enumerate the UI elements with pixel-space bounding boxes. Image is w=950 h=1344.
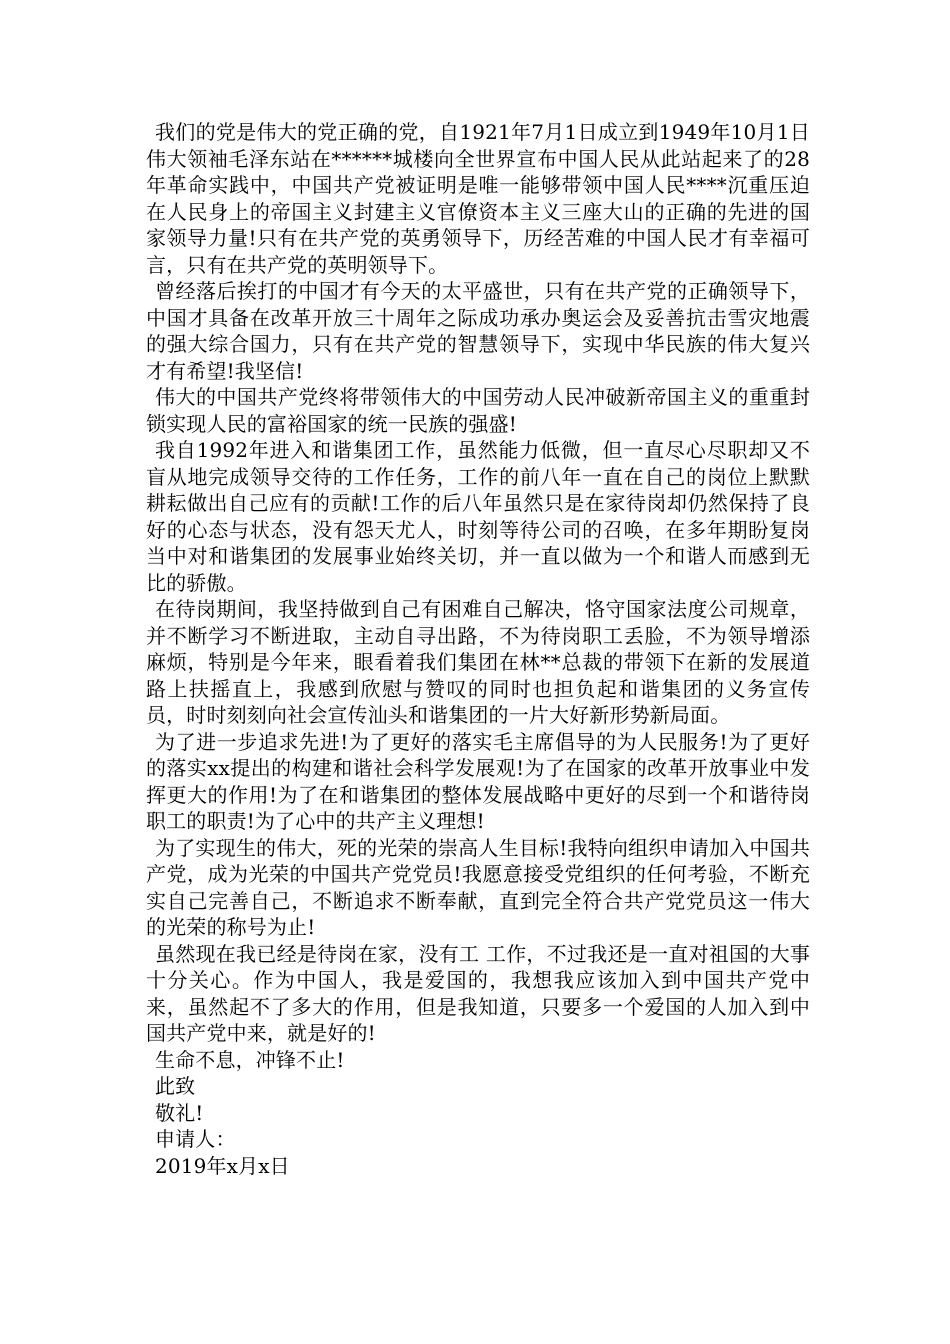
- paragraph-goals: 为了进一步追求先进!为了更好的落实毛主席倡导的为人民服务!为了更好的落实xx提出的构建和谐社会科学发展观!为了在国家的改革开放事业中发挥更大的作用!为了在和谐集团的整体发展战略中更好的尽到一个和谐待岗职工的职责!为了心中的共产主义理想!: [146, 729, 810, 833]
- paragraph-belief: 伟大的中国共产党终将带领伟大的中国劳动人民冲破新帝国主义的重重封锁实现人民的富裕国家的统一民族的强盛!: [146, 385, 810, 436]
- paragraph-waiting-period: 在待岗期间，我坚持做到自己有困难自己解决，恪守国家法度公司规章，并不断学习不断进取，主动自寻出路，不为待岗职工丢脸，不为领导增添麻烦，特别是今年来，眼看着我们集团在林**总裁的带领下在新的发展道路上扶摇直上，我感到欣慰与赞叹的同时也担负起和谐集团的义务宣传员，时时刻刻向社会宣传汕头和谐集团的一片大好新形势新局面。: [146, 597, 810, 727]
- closing-motto: 生命不息，冲锋不止!: [155, 1047, 345, 1072]
- salutation-line-1: 此致: [155, 1074, 196, 1098]
- paragraph-party-history: 我们的党是伟大的党正确的党，自1921年7月1日成立到1949年10月1日伟大领袖毛泽东站在******城楼向全世界宣布中国人民从此站起来了的28年革命实践中，中国共产党被证明是唯一能够带领中国人民****沉重压迫在人民身上的帝国主义封建主义官僚资本主义三座大山的正确的先进的国家领导力量!只有在共产党的英勇领导下，历经苦难的中国人民才有幸福可言，只有在共产党的英明领导下。: [146, 120, 810, 277]
- paragraph-patriotism: 虽然现在我已经是待岗在家，没有工 工作，不过我还是一直对祖国的大事十分关心。作为中国人，我是爱国的，我想我应该加入到中国共产党中来，虽然起不了多大的作用，但是我知道，只要多一个爱国的人加入到中国共产党中来，就是好的!: [146, 941, 810, 1045]
- paragraph-application: 为了实现生的伟大，死的光荣的崇高人生目标!我特向组织申请加入中国共产党，成为光荣的中国共产党党员!我愿意接受党组织的任何考验，不断充实自己完善自己，不断追求不断奉献，直到完全符合共产党党员这一伟大的光荣的称号为止!: [146, 835, 810, 939]
- paragraph-prosperity: 曾经落后挨打的中国才有今天的太平盛世，只有在共产党的正确领导下，中国才具备在改革开放三十周年之际成功承办奥运会及妥善抗击雪灾地震的强大综合国力，只有在共产党的智慧领导下，实现中华民族的伟大复兴才有希望!我坚信!: [146, 279, 810, 383]
- signature-date: 2019年x月x日: [155, 1153, 290, 1178]
- applicant-label: 申请人：: [155, 1127, 236, 1151]
- application-letter-body: [146, 119, 810, 1179]
- salutation-line-2: 敬礼!: [155, 1100, 204, 1125]
- paragraph-work-history: 我自1992年进入和谐集团工作，虽然能力低微，但一直尽心尽职却又不盲从地完成领导交待的工作任务，工作的前八年一直在自己的岗位上默默耕耘做出自己应有的贡献!工作的后八年虽然只是在家待岗却仍然保持了良好的心态与状态，没有怨天尤人，时刻等待公司的召唤，在多年期盼复岗当中对和谐集团的发展事业始终关切，并一直以做为一个和谐人而感到无比的骄傲。: [146, 438, 810, 595]
